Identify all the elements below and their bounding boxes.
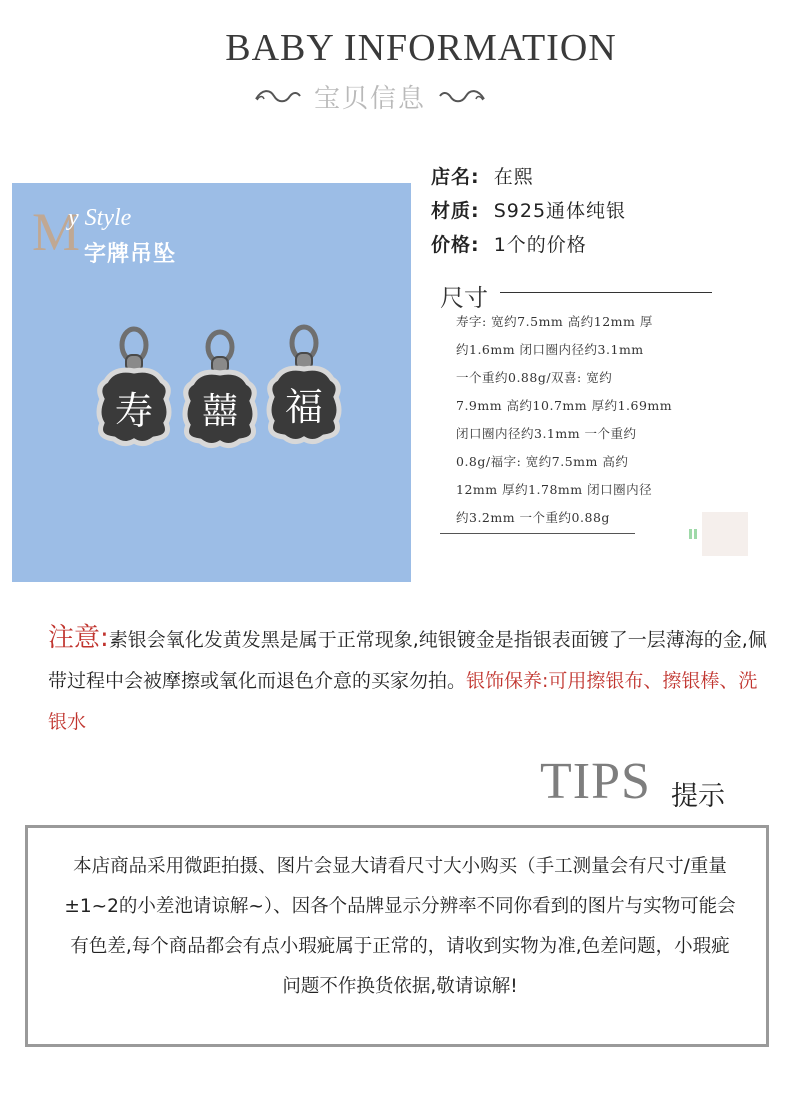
size-line: 7.9mm 高约10.7mm 厚约1.69mm <box>456 398 673 413</box>
right-swirl-icon <box>438 87 486 105</box>
left-swirl-icon <box>254 87 302 105</box>
tips-text: 本店商品采用微距拍摄、图片会显大请看尺寸大小购买（手工测量会有尺寸/重量±1~2的小差池请谅解~）、因各个品牌显示分辨率不同你看到的图片与实物可能会有色差,每个商品都会有点小瑕疵属于正常的，请收到实物为准,色差问题，小瑕疵问题不作换货依据,敬请谅解! <box>64 856 736 997</box>
subtitle-row <box>0 76 740 116</box>
info-price <box>431 228 626 262</box>
tips-box <box>25 825 769 1047</box>
notice-text: 素银会氧化发黄发黑是属于正常现象,纯银镀金是指银表面镀了一层薄海的金,佩带过程中会被摩擦或氧化而退色介意的买家勿拍。 <box>48 629 767 692</box>
tips-title: TIPS <box>540 753 651 810</box>
size-line: 约1.6mm 闭口圈内径约3.1mm <box>456 342 644 357</box>
size-description <box>456 308 682 532</box>
notice-paragraph <box>48 618 768 743</box>
size-line: 0.8g/福字: 宽约7.5mm 高约 <box>456 454 629 469</box>
product-info <box>431 160 626 262</box>
brand-logo-m: M <box>32 202 81 262</box>
care-instructions: 银饰保养:可用擦银布、擦银棒、洗银水 <box>48 670 758 733</box>
pendant-shou-char: 寿 <box>114 389 154 433</box>
decorative-block <box>702 512 748 556</box>
brand-product-name: 字牌吊坠 <box>84 242 177 267</box>
size-title: 尺寸 <box>440 284 488 312</box>
pendant-xi <box>178 329 262 459</box>
size-line: 寿字: 宽约7.5mm 高约12mm 厚 <box>456 314 653 329</box>
page-title: BABY INFORMATION <box>225 27 617 69</box>
info-material <box>431 194 626 228</box>
subtitle-chinese: 宝贝信息 <box>313 83 426 114</box>
brand-style-text: y Style <box>68 205 132 231</box>
shop-label: 店名: <box>431 166 480 188</box>
pendant-shou <box>92 323 176 453</box>
decorative-bars-icon <box>688 527 702 541</box>
size-line: 约3.2mm 一个重约0.88g <box>456 510 610 525</box>
material-label: 材质: <box>431 200 480 222</box>
size-line: 12mm 厚约1.78mm 闭口圈内径 <box>456 482 653 497</box>
size-divider-bottom <box>440 533 635 534</box>
size-line: 闭口圈内径约3.1mm 一个重约 <box>456 426 637 441</box>
pendant-fu <box>262 321 346 451</box>
notice-label: 注意: <box>48 623 109 653</box>
shop-value: 在熙 <box>493 166 534 188</box>
tips-title-chinese: 提示 <box>671 781 725 812</box>
size-line: 一个重约0.88g/双喜: 宽约 <box>456 370 613 385</box>
pendant-xi-char: 囍 <box>201 391 239 432</box>
product-photo <box>12 183 411 582</box>
pendant-fu-char: 福 <box>284 385 324 429</box>
price-label: 价格: <box>431 234 480 256</box>
material-value: S925通体纯银 <box>493 200 627 222</box>
size-divider-top <box>500 292 712 293</box>
price-value: 1个的价格 <box>493 234 587 256</box>
info-shop <box>431 160 626 194</box>
